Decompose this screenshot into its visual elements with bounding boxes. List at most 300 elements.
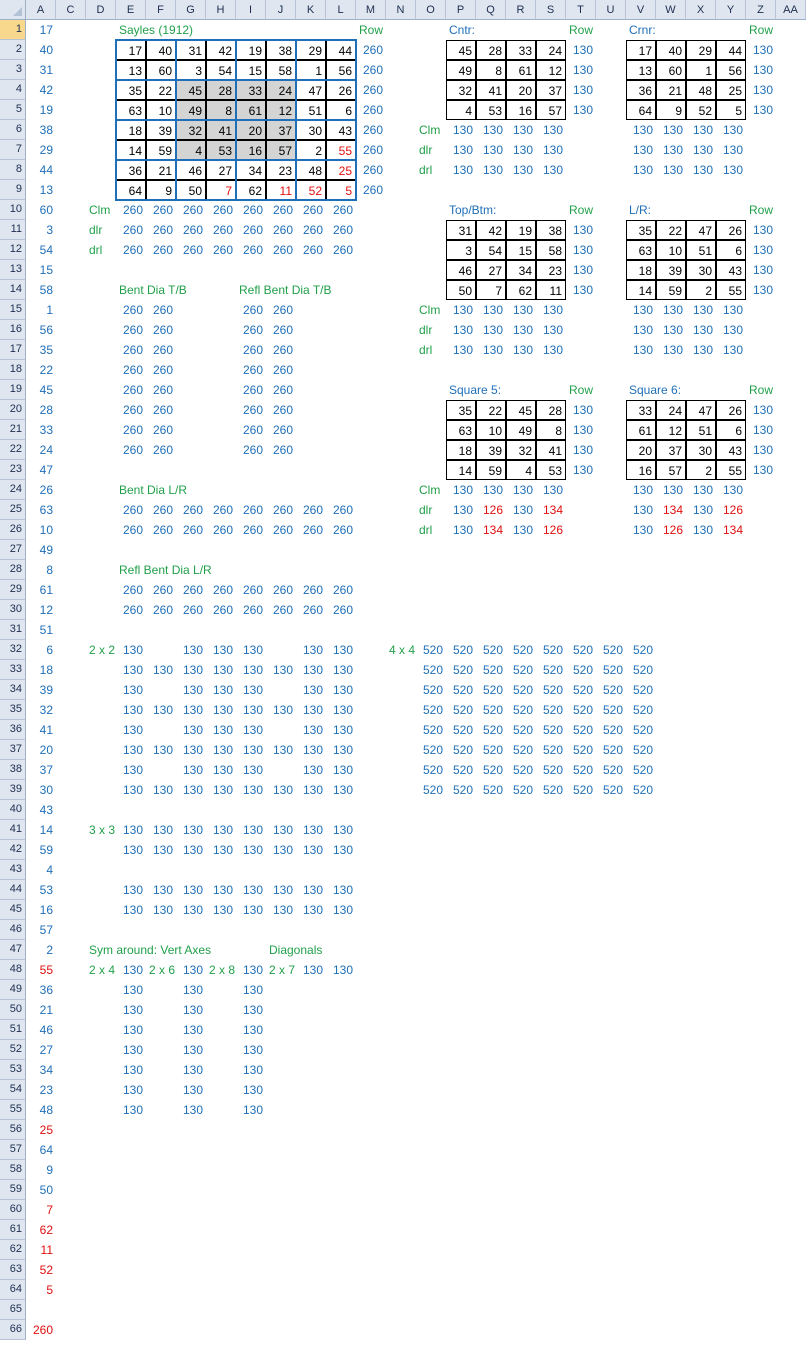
sub-square-clm-sum[interactable]: 130: [512, 483, 533, 497]
sub-square-cell[interactable]: 40: [656, 40, 686, 60]
sub-square-row-sum[interactable]: 130: [572, 443, 593, 457]
four-by-four-value[interactable]: 520: [422, 683, 443, 697]
sub-square-clm-sum[interactable]: 130: [512, 303, 533, 317]
sub-square-title[interactable]: Square 5:: [449, 383, 502, 397]
sayles-row-sum[interactable]: 260: [362, 83, 383, 97]
two-by-two-value[interactable]: 130: [332, 643, 353, 657]
sub-square-drl-sum[interactable]: 130: [632, 343, 653, 357]
two-by-two-value[interactable]: 130: [212, 683, 233, 697]
column-a-value[interactable]: 36: [39, 983, 53, 997]
bent-dia-tb-value[interactable]: 260: [122, 423, 143, 437]
refl-bent-dia-tb-value[interactable]: 260: [242, 303, 263, 317]
sub-square-cell[interactable]: 4: [446, 100, 476, 120]
row-header-14[interactable]: 14: [0, 280, 26, 300]
column-a-value[interactable]: 38: [39, 123, 53, 137]
sub-square-drl-label[interactable]: drl: [419, 523, 433, 537]
sayles-cell[interactable]: 21: [146, 160, 176, 180]
sayles-cell[interactable]: 46: [176, 160, 206, 180]
sayles-cell[interactable]: 60: [146, 60, 176, 80]
four-by-four-value[interactable]: 520: [632, 703, 653, 717]
symmetry-value[interactable]: 130: [242, 1083, 263, 1097]
four-by-four-value[interactable]: 520: [632, 743, 653, 757]
sayles-cell[interactable]: 24: [266, 80, 296, 100]
three-by-three-value[interactable]: 130: [302, 903, 323, 917]
sayles-cell[interactable]: 47: [296, 80, 326, 100]
sub-square-drl-sum[interactable]: 130: [452, 523, 473, 537]
four-by-four-value[interactable]: 520: [602, 663, 623, 677]
sub-square-cell[interactable]: 10: [656, 240, 686, 260]
four-by-four-value[interactable]: 520: [512, 743, 533, 757]
sub-square-drl-sum[interactable]: 130: [512, 343, 533, 357]
sub-square-drl-sum[interactable]: 130: [662, 163, 683, 177]
three-by-three-value[interactable]: 130: [152, 823, 173, 837]
four-by-four-value[interactable]: 520: [512, 643, 533, 657]
sub-square-cell[interactable]: 26: [716, 220, 746, 240]
three-by-three-value[interactable]: 130: [152, 843, 173, 857]
column-a-value[interactable]: 30: [39, 783, 53, 797]
four-by-four-value[interactable]: 520: [542, 643, 563, 657]
two-by-two-value[interactable]: 130: [212, 763, 233, 777]
bent-dia-lr-title[interactable]: Bent Dia L/R: [119, 483, 188, 497]
symmetry-value[interactable]: 130: [122, 1083, 143, 1097]
sub-square-cell[interactable]: 6: [716, 240, 746, 260]
row-header-22[interactable]: 22: [0, 440, 26, 460]
sub-square-clm-sum[interactable]: 130: [542, 303, 563, 317]
sub-square-row-label[interactable]: Row: [569, 203, 594, 217]
row-header-42[interactable]: 42: [0, 840, 26, 860]
sub-square-cell[interactable]: 31: [446, 220, 476, 240]
sub-square-clm-sum[interactable]: 130: [482, 303, 503, 317]
four-by-four-value[interactable]: 520: [572, 783, 593, 797]
column-a-value[interactable]: 29: [39, 143, 53, 157]
sub-square-cell[interactable]: 59: [656, 280, 686, 300]
sub-square-cell[interactable]: 51: [686, 420, 716, 440]
symmetry-value[interactable]: 130: [242, 1003, 263, 1017]
three-by-three-value[interactable]: 130: [272, 843, 293, 857]
four-by-four-value[interactable]: 520: [482, 743, 503, 757]
four-by-four-value[interactable]: 520: [632, 783, 653, 797]
sayles-cell[interactable]: 40: [146, 40, 176, 60]
two-by-two-value[interactable]: 130: [272, 743, 293, 757]
sayles-cell[interactable]: 3: [176, 60, 206, 80]
sub-square-cell[interactable]: 8: [536, 420, 566, 440]
symmetry-label-2x8[interactable]: 2 x 8: [209, 963, 236, 977]
sub-square-row-sum[interactable]: 130: [572, 83, 593, 97]
four-by-four-value[interactable]: 520: [542, 683, 563, 697]
sub-square-row-sum[interactable]: 130: [572, 403, 593, 417]
row-header-10[interactable]: 10: [0, 200, 26, 220]
row-header-48[interactable]: 48: [0, 960, 26, 980]
sub-square-clm-sum[interactable]: 130: [692, 303, 713, 317]
row-header-53[interactable]: 53: [0, 1060, 26, 1080]
sub-square-row-label[interactable]: Row: [569, 23, 594, 37]
sub-square-row-sum[interactable]: 130: [572, 103, 593, 117]
symmetry-value[interactable]: 130: [122, 963, 143, 977]
sub-square-cell[interactable]: 22: [656, 220, 686, 240]
three-by-three-value[interactable]: 130: [272, 883, 293, 897]
sayles-drl-sum[interactable]: 260: [152, 243, 173, 257]
column-header-aa[interactable]: AA: [776, 0, 806, 20]
sub-square-clm-sum[interactable]: 130: [452, 303, 473, 317]
four-by-four-value[interactable]: 520: [572, 703, 593, 717]
row-header-2[interactable]: 2: [0, 40, 26, 60]
sayles-cell[interactable]: 5: [326, 180, 356, 200]
sayles-cell[interactable]: 8: [206, 100, 236, 120]
column-a-value[interactable]: 21: [39, 1003, 53, 1017]
sayles-cell[interactable]: 29: [296, 40, 326, 60]
two-by-two-value[interactable]: 130: [182, 743, 203, 757]
bent-dia-lr-value[interactable]: 260: [212, 523, 233, 537]
column-a-value[interactable]: 55: [39, 963, 53, 977]
sayles-drl-label[interactable]: drl: [89, 243, 103, 257]
sayles-drl-sum[interactable]: 260: [242, 243, 263, 257]
row-header-54[interactable]: 54: [0, 1080, 26, 1100]
sub-square-cell[interactable]: 60: [656, 60, 686, 80]
column-a-value[interactable]: 64: [39, 1143, 53, 1157]
bent-dia-tb-title[interactable]: Bent Dia T/B: [119, 283, 187, 297]
row-header-3[interactable]: 3: [0, 60, 26, 80]
sub-square-dlr-sum[interactable]: 130: [512, 503, 533, 517]
sub-square-cell[interactable]: 9: [656, 100, 686, 120]
sub-square-clm-sum[interactable]: 130: [662, 483, 683, 497]
sub-square-cell[interactable]: 17: [626, 40, 656, 60]
row-header-25[interactable]: 25: [0, 500, 26, 520]
sub-square-clm-sum[interactable]: 130: [452, 123, 473, 137]
sub-square-clm-sum[interactable]: 130: [542, 483, 563, 497]
sub-square-row-sum[interactable]: 130: [752, 423, 773, 437]
symmetry-value[interactable]: 130: [122, 1003, 143, 1017]
sub-square-cell[interactable]: 4: [506, 460, 536, 480]
sayles-cell[interactable]: 57: [266, 140, 296, 160]
three-by-three-value[interactable]: 130: [332, 883, 353, 897]
two-by-two-value[interactable]: 130: [242, 663, 263, 677]
refl-bent-dia-tb-value[interactable]: 260: [242, 403, 263, 417]
four-by-four-value[interactable]: 520: [572, 763, 593, 777]
sayles-cell[interactable]: 50: [176, 180, 206, 200]
row-header-31[interactable]: 31: [0, 620, 26, 640]
column-a-value[interactable]: 52: [39, 1263, 53, 1277]
sub-square-dlr-sum[interactable]: 130: [722, 323, 743, 337]
sub-square-cell[interactable]: 63: [446, 420, 476, 440]
symmetry-value[interactable]: 130: [242, 1103, 263, 1117]
sayles-cell[interactable]: 33: [236, 80, 266, 100]
sub-square-cell[interactable]: 58: [536, 240, 566, 260]
sub-square-cell[interactable]: 8: [476, 60, 506, 80]
sub-square-dlr-sum[interactable]: 130: [452, 503, 473, 517]
bent-dia-tb-value[interactable]: 260: [152, 403, 173, 417]
symmetry-title[interactable]: Sym around: Vert Axes: [89, 943, 212, 957]
row-header-40[interactable]: 40: [0, 800, 26, 820]
sub-square-title[interactable]: L/R:: [629, 203, 652, 217]
sayles-clm-sum[interactable]: 260: [302, 203, 323, 217]
column-header-q[interactable]: Q: [476, 0, 506, 20]
two-by-two-value[interactable]: 130: [272, 663, 293, 677]
row-header-34[interactable]: 34: [0, 680, 26, 700]
column-a-value[interactable]: 4: [46, 863, 53, 877]
sub-square-dlr-sum[interactable]: 130: [482, 323, 503, 337]
column-a-value[interactable]: 51: [39, 623, 53, 637]
row-header-18[interactable]: 18: [0, 360, 26, 380]
column-header-v[interactable]: V: [626, 0, 656, 20]
column-a-value[interactable]: 61: [39, 583, 53, 597]
row-header-41[interactable]: 41: [0, 820, 26, 840]
two-by-two-value[interactable]: 130: [332, 663, 353, 677]
column-a-value[interactable]: 39: [39, 683, 53, 697]
sub-square-cell[interactable]: 56: [716, 60, 746, 80]
refl-bent-dia-lr-value[interactable]: 260: [182, 583, 203, 597]
sayles-cell[interactable]: 37: [266, 120, 296, 140]
four-by-four-value[interactable]: 520: [602, 723, 623, 737]
column-a-value[interactable]: 24: [39, 443, 53, 457]
sub-square-row-sum[interactable]: 130: [572, 423, 593, 437]
four-by-four-value[interactable]: 520: [632, 723, 653, 737]
sub-square-row-sum[interactable]: 130: [752, 263, 773, 277]
sub-square-dlr-sum[interactable]: 130: [662, 143, 683, 157]
column-a-value[interactable]: 5: [46, 1283, 53, 1297]
row-header-7[interactable]: 7: [0, 140, 26, 160]
sub-square-cell[interactable]: 50: [446, 280, 476, 300]
bent-dia-tb-value[interactable]: 260: [152, 323, 173, 337]
sub-square-clm-sum[interactable]: 130: [722, 303, 743, 317]
three-by-three-value[interactable]: 130: [242, 883, 263, 897]
column-header-h[interactable]: H: [206, 0, 236, 20]
row-header-27[interactable]: 27: [0, 540, 26, 560]
refl-bent-dia-tb-value[interactable]: 260: [242, 383, 263, 397]
sayles-cell[interactable]: 63: [116, 100, 146, 120]
sub-square-drl-sum[interactable]: 130: [632, 523, 653, 537]
sub-square-dlr-sum[interactable]: 130: [632, 323, 653, 337]
sayles-dlr-sum[interactable]: 260: [152, 223, 173, 237]
sub-square-drl-sum[interactable]: 130: [512, 523, 533, 537]
column-a-value[interactable]: 23: [39, 1083, 53, 1097]
symmetry-value[interactable]: 130: [332, 963, 353, 977]
two-by-two-value[interactable]: 130: [182, 783, 203, 797]
sub-square-dlr-sum[interactable]: 126: [722, 503, 743, 517]
sub-square-drl-sum[interactable]: 130: [512, 163, 533, 177]
two-by-two-value[interactable]: 130: [182, 763, 203, 777]
sub-square-row-sum[interactable]: 130: [572, 283, 593, 297]
sayles-cell[interactable]: 41: [206, 120, 236, 140]
sub-square-cell[interactable]: 16: [506, 100, 536, 120]
sub-square-cell[interactable]: 63: [626, 240, 656, 260]
sub-square-dlr-sum[interactable]: 130: [662, 323, 683, 337]
row-header-1[interactable]: 1: [0, 20, 26, 40]
column-a-value[interactable]: 1: [46, 303, 53, 317]
two-by-two-value[interactable]: 130: [302, 723, 323, 737]
sub-square-drl-sum[interactable]: 130: [482, 163, 503, 177]
column-a-value[interactable]: 6: [46, 643, 53, 657]
symmetry-value[interactable]: 130: [182, 1003, 203, 1017]
three-by-three-value[interactable]: 130: [302, 883, 323, 897]
sub-square-drl-sum[interactable]: 130: [452, 163, 473, 177]
four-by-four-value[interactable]: 520: [422, 783, 443, 797]
sub-square-row-sum[interactable]: 130: [752, 63, 773, 77]
row-header-55[interactable]: 55: [0, 1100, 26, 1120]
row-header-8[interactable]: 8: [0, 160, 26, 180]
symmetry-label-2x6[interactable]: 2 x 6: [149, 963, 176, 977]
two-by-two-value[interactable]: 130: [182, 723, 203, 737]
sub-square-dlr-sum[interactable]: 130: [542, 323, 563, 337]
bent-dia-lr-value[interactable]: 260: [302, 503, 323, 517]
column-a-value[interactable]: 37: [39, 763, 53, 777]
four-by-four-value[interactable]: 520: [482, 723, 503, 737]
row-header-63[interactable]: 63: [0, 1260, 26, 1280]
sub-square-cell[interactable]: 48: [686, 80, 716, 100]
row-header-64[interactable]: 64: [0, 1280, 26, 1300]
column-a-value[interactable]: 8: [46, 563, 53, 577]
sub-square-dlr-sum[interactable]: 130: [692, 143, 713, 157]
column-a-value[interactable]: 33: [39, 423, 53, 437]
sub-square-clm-sum[interactable]: 130: [452, 483, 473, 497]
two-by-two-value[interactable]: 130: [122, 783, 143, 797]
column-a-value[interactable]: 14: [39, 823, 53, 837]
sub-square-cell[interactable]: 45: [446, 40, 476, 60]
row-header-39[interactable]: 39: [0, 780, 26, 800]
column-a-value[interactable]: 57: [39, 923, 53, 937]
column-a-value[interactable]: 18: [39, 663, 53, 677]
four-by-four-value[interactable]: 520: [602, 643, 623, 657]
row-header-4[interactable]: 4: [0, 80, 26, 100]
column-a-value[interactable]: 59: [39, 843, 53, 857]
row-header-32[interactable]: 32: [0, 640, 26, 660]
refl-bent-dia-tb-value[interactable]: 260: [242, 343, 263, 357]
sub-square-dlr-sum[interactable]: 130: [632, 503, 653, 517]
three-by-three-value[interactable]: 130: [122, 823, 143, 837]
sub-square-drl-sum[interactable]: 130: [722, 343, 743, 357]
sub-square-row-sum[interactable]: 130: [752, 443, 773, 457]
bent-dia-lr-value[interactable]: 260: [152, 503, 173, 517]
four-by-four-value[interactable]: 520: [452, 663, 473, 677]
row-header-66[interactable]: 66: [0, 1320, 26, 1340]
two-by-two-value[interactable]: 130: [212, 663, 233, 677]
sayles-cell[interactable]: 7: [206, 180, 236, 200]
sub-square-cell[interactable]: 39: [476, 440, 506, 460]
sub-square-drl-sum[interactable]: 130: [692, 523, 713, 537]
four-by-four-value[interactable]: 520: [602, 783, 623, 797]
select-all-corner[interactable]: [0, 0, 26, 20]
sayles-cell[interactable]: 13: [116, 60, 146, 80]
sub-square-clm-sum[interactable]: 130: [692, 123, 713, 137]
two-by-two-value[interactable]: 130: [302, 643, 323, 657]
symmetry-label-2x7[interactable]: 2 x 7: [269, 963, 296, 977]
three-by-three-value[interactable]: 130: [152, 883, 173, 897]
refl-bent-dia-lr-value[interactable]: 260: [302, 603, 323, 617]
sub-square-cell[interactable]: 45: [506, 400, 536, 420]
sayles-cell[interactable]: 35: [116, 80, 146, 100]
sub-square-dlr-sum[interactable]: 134: [542, 503, 563, 517]
sayles-clm-sum[interactable]: 260: [332, 203, 353, 217]
sayles-cell[interactable]: 4: [176, 140, 206, 160]
three-by-three-value[interactable]: 130: [242, 903, 263, 917]
sub-square-row-sum[interactable]: 130: [752, 43, 773, 57]
column-a-value[interactable]: 62: [39, 1223, 53, 1237]
sayles-drl-sum[interactable]: 260: [272, 243, 293, 257]
sub-square-cell[interactable]: 52: [686, 100, 716, 120]
sayles-row-sum[interactable]: 260: [362, 183, 383, 197]
sayles-cell[interactable]: 48: [296, 160, 326, 180]
bent-dia-lr-value[interactable]: 260: [182, 503, 203, 517]
bent-dia-lr-value[interactable]: 260: [242, 523, 263, 537]
refl-bent-dia-tb-title[interactable]: Refl Bent Dia T/B: [239, 283, 332, 297]
three-by-three-label[interactable]: 3 x 3: [89, 823, 116, 837]
two-by-two-value[interactable]: 130: [242, 643, 263, 657]
sayles-cell[interactable]: 16: [236, 140, 266, 160]
row-header-59[interactable]: 59: [0, 1180, 26, 1200]
two-by-two-value[interactable]: 130: [212, 743, 233, 757]
four-by-four-value[interactable]: 520: [452, 763, 473, 777]
four-by-four-value[interactable]: 520: [602, 763, 623, 777]
symmetry-value[interactable]: 130: [242, 1043, 263, 1057]
two-by-two-value[interactable]: 130: [152, 783, 173, 797]
two-by-two-label[interactable]: 2 x 2: [89, 643, 116, 657]
sub-square-cell[interactable]: 49: [506, 420, 536, 440]
four-by-four-value[interactable]: 520: [542, 703, 563, 717]
sub-square-drl-sum[interactable]: 130: [542, 343, 563, 357]
two-by-two-value[interactable]: 130: [182, 643, 203, 657]
three-by-three-value[interactable]: 130: [242, 843, 263, 857]
sub-square-cell[interactable]: 64: [626, 100, 656, 120]
sub-square-cell[interactable]: 7: [476, 280, 506, 300]
four-by-four-value[interactable]: 520: [482, 683, 503, 697]
sub-square-drl-sum[interactable]: 126: [542, 523, 563, 537]
sub-square-clm-sum[interactable]: 130: [722, 123, 743, 137]
sub-square-drl-sum[interactable]: 130: [632, 163, 653, 177]
sub-square-cell[interactable]: 30: [686, 260, 716, 280]
refl-bent-dia-tb-value[interactable]: 260: [272, 323, 293, 337]
two-by-two-value[interactable]: 130: [332, 703, 353, 717]
four-by-four-value[interactable]: 520: [482, 643, 503, 657]
three-by-three-value[interactable]: 130: [122, 883, 143, 897]
bent-dia-tb-value[interactable]: 260: [122, 443, 143, 457]
sub-square-title[interactable]: Crnr:: [629, 23, 656, 37]
column-a-value[interactable]: 34: [39, 1063, 53, 1077]
sayles-cell[interactable]: 51: [296, 100, 326, 120]
column-a-value[interactable]: 43: [39, 803, 53, 817]
sub-square-row-sum[interactable]: 130: [752, 83, 773, 97]
column-a-value[interactable]: 19: [39, 103, 53, 117]
sub-square-cell[interactable]: 61: [506, 60, 536, 80]
row-header-21[interactable]: 21: [0, 420, 26, 440]
refl-bent-dia-tb-value[interactable]: 260: [272, 443, 293, 457]
four-by-four-value[interactable]: 520: [452, 783, 473, 797]
sub-square-cell[interactable]: 14: [446, 460, 476, 480]
sayles-dlr-sum[interactable]: 260: [272, 223, 293, 237]
sub-square-row-sum[interactable]: 130: [572, 223, 593, 237]
sub-square-cell[interactable]: 51: [686, 240, 716, 260]
four-by-four-value[interactable]: 520: [602, 703, 623, 717]
column-header-t[interactable]: T: [566, 0, 596, 20]
sub-square-row-label[interactable]: Row: [749, 203, 774, 217]
sub-square-clm-label[interactable]: Clm: [419, 123, 441, 137]
sub-square-cell[interactable]: 19: [506, 220, 536, 240]
four-by-four-value[interactable]: 520: [512, 703, 533, 717]
bent-dia-tb-value[interactable]: 260: [122, 403, 143, 417]
sub-square-row-sum[interactable]: 130: [572, 243, 593, 257]
sub-square-cell[interactable]: 2: [686, 280, 716, 300]
symmetry-value[interactable]: 130: [182, 1043, 203, 1057]
column-a-value[interactable]: 20: [39, 743, 53, 757]
bent-dia-lr-value[interactable]: 260: [182, 523, 203, 537]
sayles-dlr-sum[interactable]: 260: [332, 223, 353, 237]
bent-dia-tb-value[interactable]: 260: [152, 363, 173, 377]
column-a-value[interactable]: 15: [39, 263, 53, 277]
sub-square-dlr-sum[interactable]: 126: [482, 503, 503, 517]
column-header-f[interactable]: F: [146, 0, 176, 20]
column-a-value[interactable]: 13: [39, 183, 53, 197]
column-a-value[interactable]: 50: [39, 1183, 53, 1197]
bent-dia-lr-value[interactable]: 260: [122, 523, 143, 537]
refl-bent-dia-lr-value[interactable]: 260: [272, 583, 293, 597]
